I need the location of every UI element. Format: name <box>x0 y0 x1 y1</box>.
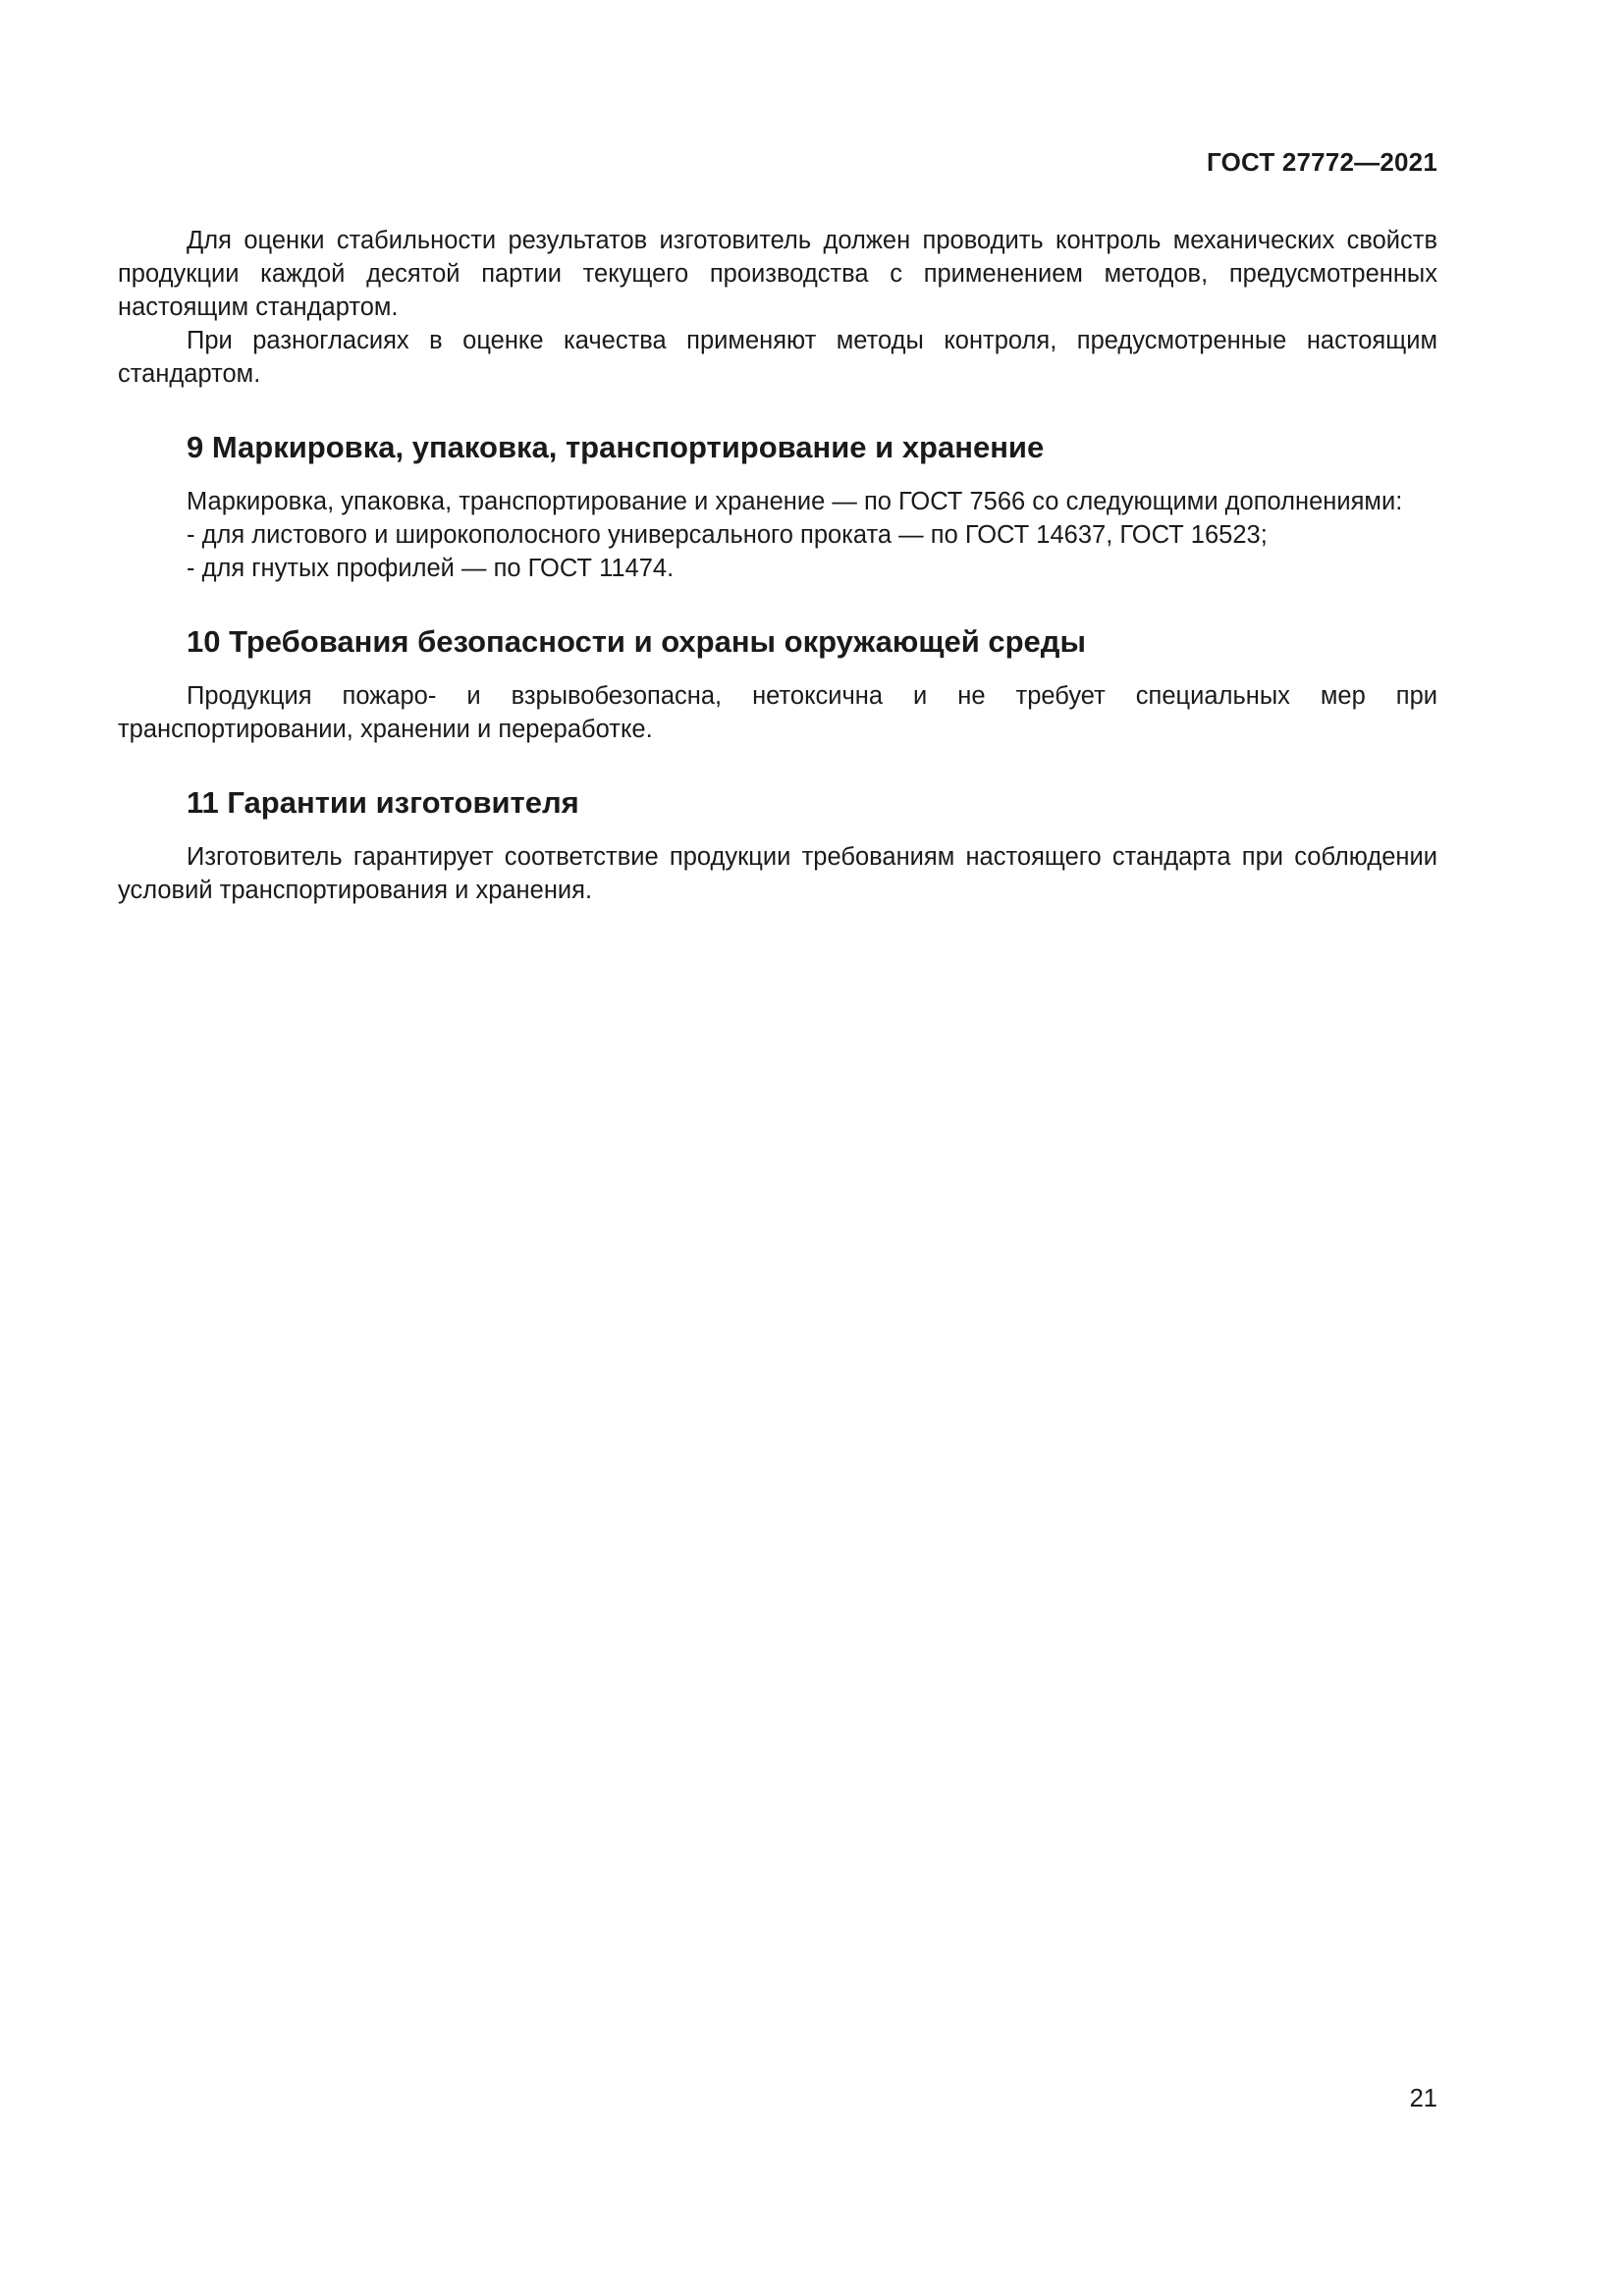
section-9-list-item-2: - для гнутых профилей — по ГОСТ 11474. <box>187 555 675 582</box>
intro-paragraph-2: При разногласиях в оценке качества применяют методы контроля, предусмотренные настоящим стандартом. <box>118 327 1437 388</box>
document-code: ГОСТ 27772—2021 <box>1207 147 1437 177</box>
section-10-paragraph: Продукция пожаро- и взрывобезопасна, нетоксична и не требует специальных мер при транспортировании, хранении и переработке. <box>118 682 1437 743</box>
section-9-heading: 9 Маркировка, упаковка, транспортирование и хранение <box>187 430 1045 464</box>
page-content <box>118 224 1437 907</box>
section-9-paragraph: Маркировка, упаковка, транспортирование и хранение — по ГОСТ 7566 со следующими дополнениями: <box>187 488 1403 515</box>
section-10-heading: 10 Требования безопасности и охраны окружающей среды <box>187 624 1086 659</box>
page-number: 21 <box>1409 2085 1437 2112</box>
section-9-list-item-1: - для листового и широкополосного универсального проката — по ГОСТ 14637, ГОСТ 16523; <box>187 521 1268 549</box>
intro-paragraph-1: Для оценки стабильности результатов изготовитель должен проводить контроль механических свойств продукции каждой десятой партии текущего производства с применением методов, предусмотренных настоящим стандартом. <box>118 227 1437 321</box>
section-11-paragraph: Изготовитель гарантирует соответствие продукции требованиям настоящего стандарта при соблюдении условий транспортирования и хранения. <box>118 843 1437 904</box>
section-11-heading: 11 Гарантии изготовителя <box>187 785 579 820</box>
